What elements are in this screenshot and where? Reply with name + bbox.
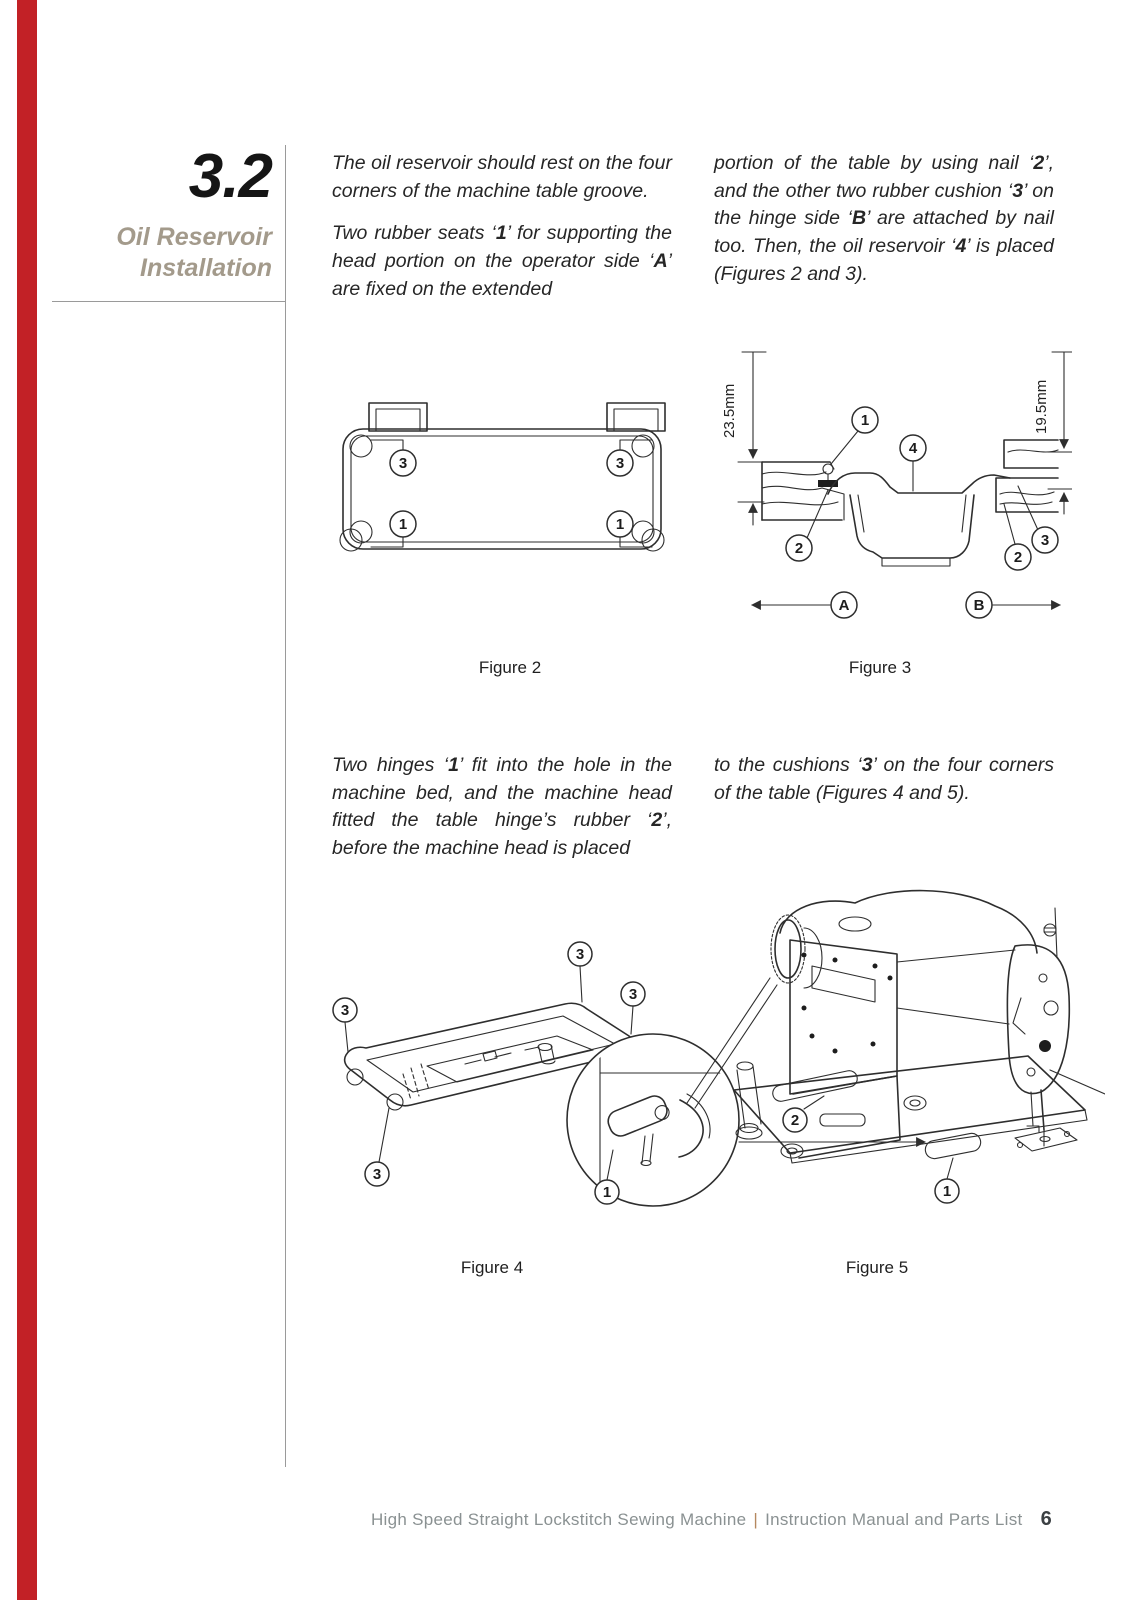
callout-label: 1 xyxy=(398,516,408,533)
callout-3-top-left xyxy=(390,450,416,476)
callout-label: 2 xyxy=(794,540,804,557)
callout-2-right xyxy=(1005,544,1031,570)
callout-1-bottom-right xyxy=(607,511,633,537)
figure2-caption: Figure 2 xyxy=(478,658,542,677)
callout-1-bottom-left xyxy=(390,511,416,537)
callout-1-fig5-hinge xyxy=(935,1179,959,1203)
callout-2-fig5-rubber xyxy=(783,1108,807,1132)
paragraph: portion of the table by using nail ‘2’, and the other two rubber cushion ‘3’ on the hinge side ‘B’ are attached by nail too. Then, the oil reservoir ‘4’ is placed (Figures 2 and 3). xyxy=(714,152,1054,285)
callout-3-fig4-top xyxy=(568,942,592,966)
table-right-section xyxy=(996,440,1058,512)
label-side-b xyxy=(966,592,992,618)
callout-1-nail xyxy=(852,407,878,433)
intro-column-left xyxy=(332,150,672,318)
label-side-a xyxy=(831,592,857,618)
column-divider xyxy=(285,145,286,1467)
footer-manual-title: High Speed Straight Lockstitch Sewing Machine xyxy=(370,1510,747,1529)
table-left-section xyxy=(762,462,844,520)
callout-label: 1 xyxy=(602,1184,612,1201)
callout-1-fig4-hinge xyxy=(595,1180,619,1204)
callout-3-top-right xyxy=(607,450,633,476)
figure5-caption: Figure 5 xyxy=(845,1258,909,1277)
paragraph: Two rubber seats ‘1’ for supporting the head portion on the operator side ‘A’ are fixed on the extended xyxy=(332,222,672,300)
callout-label: 4 xyxy=(908,440,918,457)
dimension-right xyxy=(1033,352,1072,514)
callout-label: 3 xyxy=(340,1002,350,1019)
side-label: A xyxy=(838,597,850,614)
paragraph: to the cushions ‘3’ on the four corners of the table (Figures 4 and 5). xyxy=(714,754,1054,804)
callout-3-fig4-left xyxy=(333,998,357,1022)
callout-3-fig4-right xyxy=(621,982,645,1006)
callout-label: 1 xyxy=(615,516,625,533)
paragraph: Two hinges ‘1’ fit into the hole in the machine bed, and the machine head fitted the table hinge’s rubber ‘2’, before the machine head is placed xyxy=(332,754,672,860)
callout-label: 1 xyxy=(860,412,870,429)
side-label: B xyxy=(973,597,985,614)
callout-label: 3 xyxy=(1040,532,1050,549)
dimension-right-label: 19.5mm xyxy=(1033,379,1050,434)
callout-2-left xyxy=(786,535,812,561)
page-footer xyxy=(0,1508,1052,1531)
mid-column-right xyxy=(714,752,1054,822)
callout-label: 1 xyxy=(942,1183,952,1200)
callout-label: 3 xyxy=(575,946,585,963)
page-number: 6 xyxy=(1040,1508,1052,1530)
footer-manual-subtitle: Instruction Manual and Parts List xyxy=(765,1510,1023,1529)
paragraph: The oil reservoir should rest on the four corners of the machine table groove. xyxy=(332,152,672,202)
section-number: 3.2 xyxy=(188,142,272,211)
figure4-caption: Figure 4 xyxy=(460,1258,524,1277)
figure2-drawing xyxy=(325,386,681,562)
callout-4-reservoir xyxy=(900,435,926,461)
callout-3-right xyxy=(1032,527,1058,553)
callout-label: 3 xyxy=(615,455,625,472)
figure3-drawing xyxy=(712,342,1072,626)
callout-label: 3 xyxy=(398,455,408,472)
oil-reservoir-section xyxy=(828,473,1010,566)
hinge-inset-detail xyxy=(567,1034,739,1208)
footer-separator: | xyxy=(753,1510,759,1529)
section-title-line1: Oil Reservoir xyxy=(116,223,272,251)
section-title-line2: Installation xyxy=(140,253,272,282)
section-accent-bar xyxy=(17,0,37,1600)
sewing-machine-head xyxy=(687,891,1105,1179)
dimension-left-label: 23.5mm xyxy=(721,383,738,438)
dimension-left xyxy=(721,352,766,525)
intro-column-right xyxy=(714,150,1054,303)
section-title xyxy=(40,222,272,283)
figure3-caption: Figure 3 xyxy=(848,658,912,677)
callout-label: 2 xyxy=(1013,549,1023,566)
callout-3-fig4-bottom xyxy=(365,1162,389,1186)
callout-label: 3 xyxy=(372,1166,382,1183)
figure4-figure5-drawing xyxy=(315,858,1105,1240)
callout-label: 2 xyxy=(790,1112,800,1129)
heading-underline xyxy=(52,301,286,302)
callout-label: 3 xyxy=(628,986,638,1003)
